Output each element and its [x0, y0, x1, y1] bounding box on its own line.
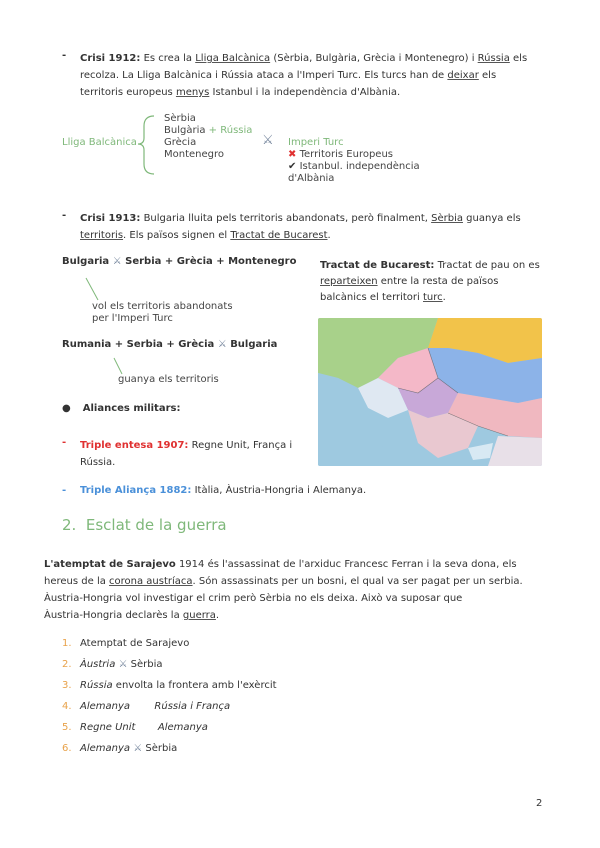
- aliances-heading: [62, 403, 180, 414]
- member-serbia: Sèrbia: [164, 113, 196, 124]
- tractat-word: Tractat de Bucarest: [230, 230, 328, 241]
- turc-word: turc: [423, 292, 443, 303]
- tractat-paragraph: [320, 258, 542, 306]
- triple-alianca-label: Triple Aliança 1882:: [80, 485, 192, 496]
- section-number: 2.: [62, 516, 77, 534]
- list-item: [62, 659, 163, 670]
- text: els: [509, 53, 528, 64]
- text: Àustria-Hongria declarès la: [44, 610, 183, 621]
- list-item: [62, 680, 277, 691]
- text: Rumania + Serbia + Grècia: [62, 339, 215, 350]
- aliances-title: Aliances militars:: [82, 403, 181, 414]
- lliga-balcanica-link: Lliga Balcànica: [195, 53, 271, 64]
- list-number: 6.: [62, 743, 72, 754]
- swords-icon: ⚔: [133, 743, 143, 754]
- plus-russia: + Rússia: [208, 125, 253, 136]
- crisi-1913-label: Crisi 1913:: [80, 213, 141, 224]
- balkans-map-image: [318, 318, 542, 466]
- arrow-line: [84, 276, 104, 304]
- triple-alianca-paragraph: [80, 485, 520, 496]
- list-number: 3.: [62, 680, 72, 691]
- member-grecia: Grècia: [164, 137, 197, 148]
- keep-text-2: d'Albània: [288, 173, 335, 184]
- text: per l'Imperi Turc: [92, 313, 173, 324]
- bullet-dash: -: [62, 50, 67, 61]
- check-mark-icon: ✔: [288, 161, 297, 172]
- list-number: 1.: [62, 638, 72, 649]
- text: balcànics el territori: [320, 292, 423, 303]
- diagram2-note1: [92, 301, 233, 325]
- list-text: envolta la frontera amb l'exèrcit: [112, 680, 277, 691]
- list-text: Alemanya: [80, 701, 131, 712]
- swords-icon: ⚔: [112, 256, 122, 267]
- list-text: Àustria: [80, 659, 116, 670]
- diagram-lliga-label: Lliga Balcànica: [62, 137, 137, 148]
- text: .: [442, 292, 446, 303]
- crisi-1912-label: Crisi 1912:: [80, 53, 141, 64]
- text: (Sèrbia, Bulgària, Grècia i Montenegro) i: [270, 53, 478, 64]
- list-item: [62, 722, 208, 733]
- text: Bulgaria: [62, 256, 110, 267]
- diagram-imperi-label: Imperi Turc: [288, 137, 344, 148]
- list-text: Alemanya: [157, 722, 208, 733]
- corona-word: corona austríaca: [109, 576, 193, 587]
- list-item: [62, 743, 177, 754]
- territoris-word: territoris: [80, 230, 124, 241]
- tractat-label: Tractat de Bucarest:: [320, 260, 435, 271]
- text: .: [215, 610, 220, 621]
- reparteixen-word: reparteixen: [320, 276, 378, 287]
- loss-text: Territoris Europeus: [299, 149, 393, 160]
- text: guanya els: [462, 213, 521, 224]
- diagram-members: [164, 113, 252, 161]
- text: Es crea la: [140, 53, 196, 64]
- diagram2-line1: [62, 256, 296, 267]
- list-text: Alemanya: [80, 743, 131, 754]
- menys-word: menys: [175, 87, 210, 98]
- text: territoris europeus: [80, 87, 176, 98]
- text: Regne Unit, França i: [188, 440, 293, 451]
- list-text: Rússia i França: [154, 701, 231, 712]
- list-text: Sèrbia: [130, 659, 163, 670]
- member-bulgaria: Bulgària: [164, 125, 206, 136]
- list-text: Rússia: [80, 680, 113, 691]
- crisi-1912-paragraph: [80, 50, 542, 101]
- list-text: Regne Unit: [80, 722, 136, 733]
- text: recolza. La Lliga Balcànica i Rússia ataca a l'Imperi Turc. Els turcs han de: [80, 70, 448, 81]
- list-text: Atemptat de Sarajevo: [80, 638, 190, 649]
- triple-entesa-paragraph: [80, 437, 310, 471]
- diagram2-line2: [62, 339, 277, 350]
- list-text: Sèrbia: [145, 743, 178, 754]
- section-title: Esclat de la guerra: [85, 516, 227, 534]
- list-item: [62, 638, 189, 649]
- swords-icon: ⚔: [217, 339, 227, 350]
- russia-word: Rússia: [477, 53, 510, 64]
- list-number: 2.: [62, 659, 72, 670]
- text: hereus de la: [44, 576, 110, 587]
- text: entre la resta de països: [377, 276, 499, 287]
- text: . Els països signen el: [123, 230, 231, 241]
- text: vol els territoris abandonats: [92, 301, 233, 312]
- text: Bulgaria lluita pels territoris abandonats, però finalment,: [140, 213, 432, 224]
- diagram-outcomes: [288, 149, 420, 185]
- atemptat-label: L'atemptat de Sarajevo: [44, 559, 176, 570]
- list-number: 4.: [62, 701, 72, 712]
- section-heading: [62, 516, 227, 534]
- text: .: [327, 230, 331, 241]
- text: Itàlia, Àustria-Hongria i Alemanya.: [191, 485, 367, 496]
- member-montenegro: Montenegro: [164, 149, 225, 160]
- text: Tractat de pau on es: [434, 260, 540, 271]
- atemptat-paragraph: [44, 556, 542, 624]
- bullet-dash: -: [62, 485, 67, 496]
- bullet-dash: -: [62, 210, 67, 221]
- bullet-dash: -: [62, 437, 67, 448]
- deixar-word: deixar: [447, 70, 479, 81]
- keep-text: Istanbul. independència: [299, 161, 420, 172]
- text: Serbia + Grècia + Montenegro: [125, 256, 297, 267]
- list-item: [62, 701, 230, 712]
- triple-entesa-label: Triple entesa 1907:: [80, 440, 189, 451]
- text: 1914 és l'assassinat de l'arxiduc Francesc Ferran i la seva dona, els: [175, 559, 517, 570]
- swords-icon: ⚔: [262, 133, 274, 148]
- swords-icon: ⚔: [118, 659, 128, 670]
- text: . Són assassinats per un bosni, el qual va ser pagat per un serbia.: [192, 576, 523, 587]
- guerra-word: guerra: [182, 610, 216, 621]
- serbia-word: Sèrbia: [431, 213, 463, 224]
- crisi-1913-paragraph: [80, 210, 542, 244]
- list-number: 5.: [62, 722, 72, 733]
- cross-mark-icon: ✖: [288, 149, 297, 160]
- text: Istanbul i la independència d'Albània.: [209, 87, 401, 98]
- bullet-dot: ●: [62, 403, 71, 414]
- text: Bulgaria: [230, 339, 278, 350]
- page-number: 2: [536, 798, 543, 809]
- diagram2-note2: guanya els territoris: [118, 374, 219, 385]
- text: els: [478, 70, 497, 81]
- text: Àustria-Hongria vol investigar el crim però Sèrbia no els deixa. Això va suposar que: [44, 593, 463, 604]
- text: Rússia.: [80, 457, 116, 468]
